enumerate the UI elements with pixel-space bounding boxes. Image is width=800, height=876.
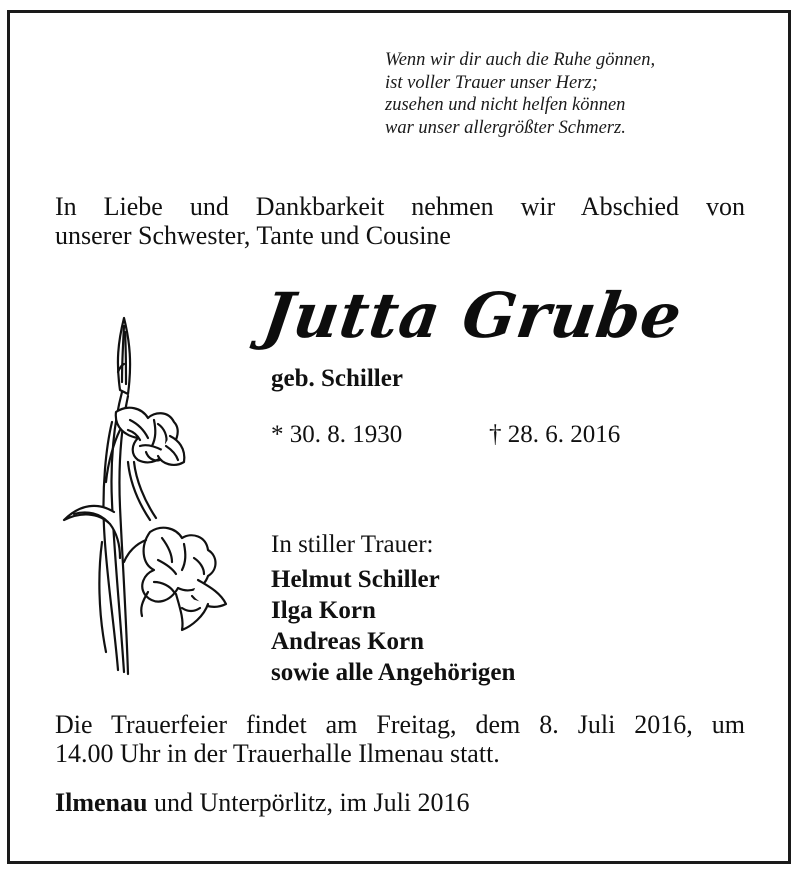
mourner-name: Helmut Schiller	[271, 566, 440, 593]
place-name: Ilmenau	[55, 788, 148, 817]
place-date-line	[55, 788, 470, 818]
death-date: † 28. 6. 2016	[489, 421, 621, 448]
deceased-name: Jutta Grube	[258, 279, 687, 352]
birth-name: geb. Schiller	[271, 365, 403, 392]
poem	[385, 49, 655, 139]
place-date: und Unterpörlitz, im Juli 2016	[147, 788, 470, 817]
service-notice	[55, 710, 745, 768]
mourner-name: Andreas Korn	[271, 628, 425, 655]
mourning-heading: In stiller Trauer:	[271, 531, 434, 558]
intro-line: unserer Schwester, Tante und Cousine	[55, 221, 451, 250]
service-line: Die Trauerfeier findet am Freitag, dem 8. Juli 2016, um	[55, 710, 745, 739]
birth-date: * 30. 8. 1930	[271, 421, 403, 448]
intro-text	[55, 192, 745, 250]
mourner-name: sowie alle Angehörigen	[271, 659, 516, 686]
poem-line: war unser allergrößter Schmerz.	[385, 117, 626, 138]
life-dates	[271, 420, 621, 450]
mourner-name: Ilga Korn	[271, 597, 376, 624]
poem-line: Wenn wir dir auch die Ruhe gönnen,	[385, 50, 656, 70]
poem-line: ist voller Trauer unser Herz;	[385, 72, 598, 93]
service-line: 14.00 Uhr in der Trauerhalle Ilmenau statt.	[55, 739, 500, 768]
intro-line: In Liebe und Dankbarkeit nehmen wir Abschied von	[55, 192, 745, 221]
iris-flower-illustration	[58, 312, 238, 684]
mourner-list	[271, 564, 515, 688]
poem-line: zusehen und nicht helfen können	[385, 95, 626, 115]
